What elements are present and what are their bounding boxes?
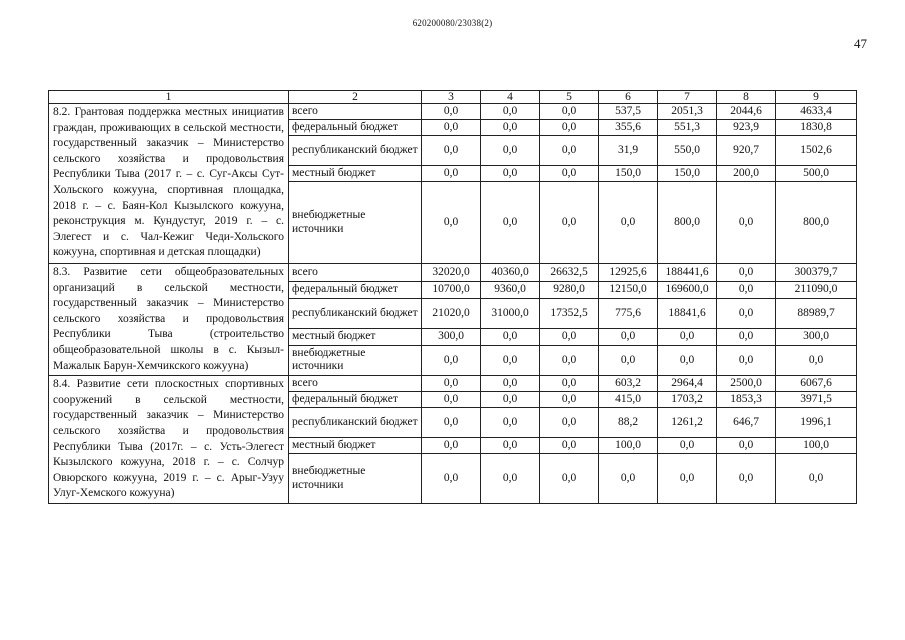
value-cell: 21020,0 <box>422 298 481 329</box>
funding-source: федеральный бюджет <box>289 120 422 136</box>
funding-source: всего <box>289 376 422 392</box>
value-cell: 0,0 <box>717 329 776 345</box>
value-cell: 1502,6 <box>776 136 857 166</box>
value-cell: 646,7 <box>717 408 776 438</box>
value-cell: 9360,0 <box>481 282 540 298</box>
funding-source: всего <box>289 104 422 120</box>
value-cell: 2500,0 <box>717 376 776 392</box>
value-cell: 0,0 <box>481 438 540 454</box>
value-cell: 0,0 <box>776 345 857 376</box>
document-id: 620200080/23038(2) <box>412 18 493 28</box>
table-body <box>49 91 857 504</box>
funding-source: республиканский бюджет <box>289 408 422 438</box>
value-cell: 1996,1 <box>776 408 857 438</box>
value-cell: 300,0 <box>422 329 481 345</box>
value-cell: 0,0 <box>658 345 717 376</box>
value-cell: 0,0 <box>658 438 717 454</box>
value-cell: 31,9 <box>599 136 658 166</box>
value-cell: 0,0 <box>717 438 776 454</box>
value-cell: 1853,3 <box>717 392 776 408</box>
value-cell: 0,0 <box>422 136 481 166</box>
value-cell: 0,0 <box>540 438 599 454</box>
funding-source: местный бюджет <box>289 329 422 345</box>
value-cell: 9280,0 <box>540 282 599 298</box>
table-row <box>49 376 857 392</box>
value-cell: 100,0 <box>776 438 857 454</box>
page-number: 47 <box>854 36 867 51</box>
value-cell: 550,0 <box>658 136 717 166</box>
value-cell: 0,0 <box>481 454 540 504</box>
value-cell: 18841,6 <box>658 298 717 329</box>
value-cell: 88,2 <box>599 408 658 438</box>
value-cell: 0,0 <box>422 104 481 120</box>
value-cell: 0,0 <box>422 120 481 136</box>
value-cell: 0,0 <box>481 182 540 264</box>
value-cell: 0,0 <box>481 408 540 438</box>
header-cell: 2 <box>289 91 422 104</box>
header-row <box>49 91 857 104</box>
value-cell: 500,0 <box>776 166 857 182</box>
value-cell: 0,0 <box>422 345 481 376</box>
budget-table <box>48 90 857 504</box>
value-cell: 2964,4 <box>658 376 717 392</box>
value-cell: 1703,2 <box>658 392 717 408</box>
value-cell: 0,0 <box>658 329 717 345</box>
value-cell: 0,0 <box>481 345 540 376</box>
header-cell: 3 <box>422 91 481 104</box>
value-cell: 31000,0 <box>481 298 540 329</box>
value-cell: 88989,7 <box>776 298 857 329</box>
funding-source: республиканский бюджет <box>289 136 422 166</box>
header-cell: 8 <box>717 91 776 104</box>
value-cell: 0,0 <box>599 329 658 345</box>
funding-source: внебюджетные источники <box>289 345 422 376</box>
value-cell: 169600,0 <box>658 282 717 298</box>
value-cell: 800,0 <box>776 182 857 264</box>
value-cell: 0,0 <box>540 329 599 345</box>
value-cell: 0,0 <box>599 182 658 264</box>
value-cell: 0,0 <box>776 454 857 504</box>
value-cell: 0,0 <box>717 345 776 376</box>
value-cell: 0,0 <box>658 454 717 504</box>
value-cell: 0,0 <box>540 104 599 120</box>
value-cell: 0,0 <box>599 345 658 376</box>
value-cell: 0,0 <box>540 392 599 408</box>
value-cell: 3971,5 <box>776 392 857 408</box>
value-cell: 12925,6 <box>599 264 658 282</box>
value-cell: 100,0 <box>599 438 658 454</box>
value-cell: 0,0 <box>540 120 599 136</box>
measure-description: 8.4. Развитие сети плоскостных спортивных сооружений в сельской местности, государственный заказчик – Министерство сельского хозяйства и продовольствия Республики Тыва (2017г. – с. Усть-Элегест Кызылского кожууна, 2018 г. – с. Солчур Овюрского кожууна, 2019 г. – с. Арыг-Узуу Улуг-Хемского кожууна) <box>49 376 289 504</box>
value-cell: 0,0 <box>540 166 599 182</box>
value-cell: 0,0 <box>481 166 540 182</box>
value-cell: 2044,6 <box>717 104 776 120</box>
table-row <box>49 264 857 282</box>
table-row <box>49 104 857 120</box>
funding-source: внебюджетные источники <box>289 454 422 504</box>
header-cell: 1 <box>49 91 289 104</box>
value-cell: 6067,6 <box>776 376 857 392</box>
value-cell: 0,0 <box>481 136 540 166</box>
value-cell: 40360,0 <box>481 264 540 282</box>
funding-source: всего <box>289 264 422 282</box>
value-cell: 0,0 <box>540 136 599 166</box>
value-cell: 26632,5 <box>540 264 599 282</box>
funding-source: федеральный бюджет <box>289 392 422 408</box>
value-cell: 300,0 <box>776 329 857 345</box>
value-cell: 0,0 <box>422 408 481 438</box>
header-cell: 4 <box>481 91 540 104</box>
header-cell: 9 <box>776 91 857 104</box>
header-cell: 5 <box>540 91 599 104</box>
value-cell: 920,7 <box>717 136 776 166</box>
value-cell: 0,0 <box>422 438 481 454</box>
header-cell: 7 <box>658 91 717 104</box>
value-cell: 0,0 <box>422 454 481 504</box>
value-cell: 0,0 <box>481 392 540 408</box>
value-cell: 211090,0 <box>776 282 857 298</box>
value-cell: 0,0 <box>540 454 599 504</box>
value-cell: 300379,7 <box>776 264 857 282</box>
value-cell: 415,0 <box>599 392 658 408</box>
funding-source: республиканский бюджет <box>289 298 422 329</box>
funding-source: местный бюджет <box>289 166 422 182</box>
value-cell: 2051,3 <box>658 104 717 120</box>
value-cell: 0,0 <box>422 166 481 182</box>
value-cell: 603,2 <box>599 376 658 392</box>
measure-description: 8.2. Грантовая поддержка местных инициатив граждан, проживающих в сельской местности, государственный заказчик – Министерство сельского хозяйства и продовольствия Республики Тыва (2017 г. – с. Суг-Аксы Сут-Хольского кожууна, спортивная площадка, 2018 г. – с. Баян-Кол Кызылского кожууна, реконструкция м. Кундустуг, 2019 г. – с. Элегест и с. Чал-Кежиг Чеди-Хольского кожууна, спортивная и детская площадки) <box>49 104 289 264</box>
value-cell: 17352,5 <box>540 298 599 329</box>
value-cell: 551,3 <box>658 120 717 136</box>
value-cell: 355,6 <box>599 120 658 136</box>
value-cell: 150,0 <box>599 166 658 182</box>
value-cell: 0,0 <box>717 298 776 329</box>
value-cell: 0,0 <box>540 345 599 376</box>
value-cell: 923,9 <box>717 120 776 136</box>
value-cell: 800,0 <box>658 182 717 264</box>
value-cell: 0,0 <box>540 408 599 438</box>
value-cell: 0,0 <box>540 376 599 392</box>
funding-source: внебюджетные источники <box>289 182 422 264</box>
value-cell: 775,6 <box>599 298 658 329</box>
value-cell: 0,0 <box>717 454 776 504</box>
value-cell: 188441,6 <box>658 264 717 282</box>
value-cell: 0,0 <box>717 264 776 282</box>
value-cell: 0,0 <box>422 392 481 408</box>
value-cell: 12150,0 <box>599 282 658 298</box>
value-cell: 4633,4 <box>776 104 857 120</box>
value-cell: 0,0 <box>481 104 540 120</box>
value-cell: 537,5 <box>599 104 658 120</box>
value-cell: 0,0 <box>481 376 540 392</box>
value-cell: 0,0 <box>481 329 540 345</box>
value-cell: 0,0 <box>540 182 599 264</box>
value-cell: 0,0 <box>717 182 776 264</box>
value-cell: 0,0 <box>599 454 658 504</box>
funding-source: местный бюджет <box>289 438 422 454</box>
value-cell: 0,0 <box>422 182 481 264</box>
value-cell: 10700,0 <box>422 282 481 298</box>
value-cell: 1261,2 <box>658 408 717 438</box>
header-cell: 6 <box>599 91 658 104</box>
measure-description: 8.3. Развитие сети общеобразовательных организаций в сельской местности, государственный заказчик – Министерство сельского хозяйства и продовольствия Республики Тыва (строительство общеобразовательной школы в с. Кызыл-Мажалык Барун-Хемчикского кожууна) <box>49 264 289 376</box>
value-cell: 0,0 <box>717 282 776 298</box>
value-cell: 0,0 <box>481 120 540 136</box>
value-cell: 0,0 <box>422 376 481 392</box>
funding-source: федеральный бюджет <box>289 282 422 298</box>
value-cell: 200,0 <box>717 166 776 182</box>
value-cell: 150,0 <box>658 166 717 182</box>
value-cell: 1830,8 <box>776 120 857 136</box>
value-cell: 32020,0 <box>422 264 481 282</box>
